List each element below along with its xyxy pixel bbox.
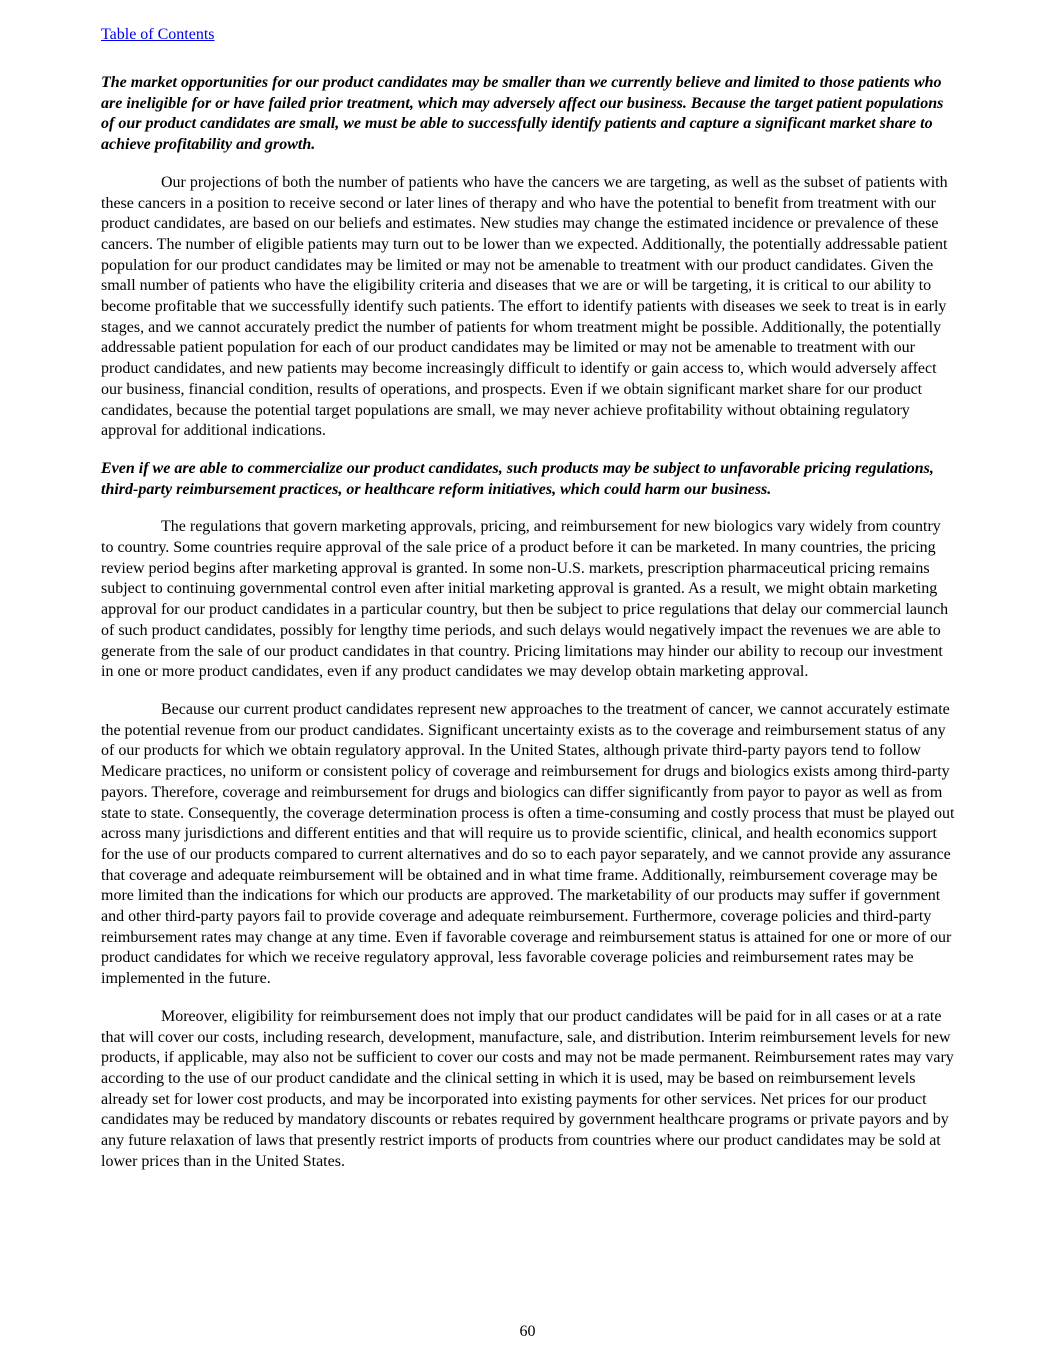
body-paragraph: Because our current product candidates represent new approaches to the treatment of cancer, we cannot accurately estimate the potential revenue from our product candidates. Significant uncertainty exists as to the coverage and reimbursement status of any of our products for which we obtain regulatory approval. In the United States, although private third-party payors tend to follow Medicare practices, no uniform or consistent policy of coverage and reimbursement for drugs and biologics exists among third-party payors. Therefore, coverage and reimbursement for drugs and biologics can differ significantly from payor to payor as well as from state to state. Consequently, the coverage determination process is often a time-consuming and costly process that must be played out across many jurisdictions and different entities and that will require us to provide scientific, clinical, and health economics support for the use of our products compared to current alternatives and do so to each payor separately, and we cannot provide any assurance that coverage and adequate reimbursement will be obtained and in what time frame. Additionally, reimbursement coverage may be more limited than the indications for which our products are approved. The marketability of our products may suffer if government and other third-party payors fail to provide coverage and adequate reimbursement. Furthermore, coverage policies and third-party reimbursement rates may change at any time. Even if favorable coverage and reimbursement status is attained for one or more of our product candidates for which we receive regulatory approval, less favorable coverage policies and reimbursement rates may be implemented in the future.: [101, 700, 955, 988]
body-paragraph: Moreover, eligibility for reimbursement does not imply that our product candidates will be paid for in all cases or at a rate that will cover our costs, including research, development, manufacture, sale, and distribution. Interim reimbursement levels for new products, if applicable, may also not be sufficient to cover our costs and may not be made permanent. Reimbursement rates may vary according to the use of our product candidate and the clinical setting in which it is used, may be based on reimbursement levels already set for lower cost products, and may be incorporated into existing payments for other services. Net prices for our product candidates may be reduced by mandatory discounts or rebates required by government healthcare programs or private payors and by any future relaxation of laws that presently restrict imports of products from countries where our product candidates may be sold at lower prices than in the United States.: [101, 1007, 954, 1170]
body-paragraph: The regulations that govern marketing approvals, pricing, and reimbursement for new biologics vary widely from country to country. Some countries require approval of the sale price of a product before it can be marketed. In many countries, the pricing review period begins after marketing approval is granted. In some non-U.S. markets, prescription pharmaceutical pricing remains subject to continuing governmental control even after initial marketing approval is granted. As a result, we might obtain marketing approval for our product candidates in a particular country, but then be subject to price regulations that delay our commercial launch of such product candidates, possibly for lengthy time periods, and such delays would negatively impact the revenues we are able to generate from the sale of our product candidates in that country. Pricing limitations may hinder our ability to recoup our investment in one or more product candidates, even if any product candidates we may develop obtain marketing approval.: [101, 518, 949, 681]
section-heading-market-opportunities: The market opportunities for our product candidates may be smaller than we currently believe and limited to those patients who are ineligible for or have failed prior treatment, which may adversely affect our business. Because the target patient populations of our product candidates are small, we must be able to successfully identify patients and capture a significant market share to achieve profitability and growth.: [101, 74, 944, 154]
table-of-contents-link[interactable]: Table of Contents: [101, 26, 215, 43]
page-number: 60: [519, 1323, 536, 1340]
document-page: [101, 25, 957, 1172]
section-heading-pricing-regulations: Even if we are able to commercialize our product candidates, such products may be subject to unfavorable pricing regulations, third-party reimbursement practices, or healthcare reform initiatives, which could harm our business.: [101, 459, 934, 498]
body-paragraph: Our projections of both the number of patients who have the cancers we are targeting, as well as the subset of patients with these cancers in a position to receive second or later lines of therapy and who have the potential to benefit from treatment with our product candidates, are based on our beliefs and estimates. New studies may change the estimated incidence or prevalence of these cancers. The number of eligible patients may turn out to be lower than we expected. Additionally, the potentially addressable patient population for our product candidates may be limited or may not be amenable to treatment with our product candidates. Given the small number of patients who have the eligibility criteria and diseases that we are or will be targeting, it is critical to our ability to become profitable that we successfully identify such patients. The effort to identify patients with diseases we seek to treat is in early stages, and we cannot accurately predict the number of patients for whom treatment might be possible. Additionally, the potentially addressable patient population for each of our product candidates may be limited or may not be amenable to treatment with our product candidates, and new patients may become increasingly difficult to identify or gain access to, which would adversely affect our business, financial condition, results of operations, and prospects. Even if we obtain significant market share for our product candidates, because the potential target populations are small, we may never achieve profitability without obtaining regulatory approval for additional indications.: [101, 173, 948, 440]
